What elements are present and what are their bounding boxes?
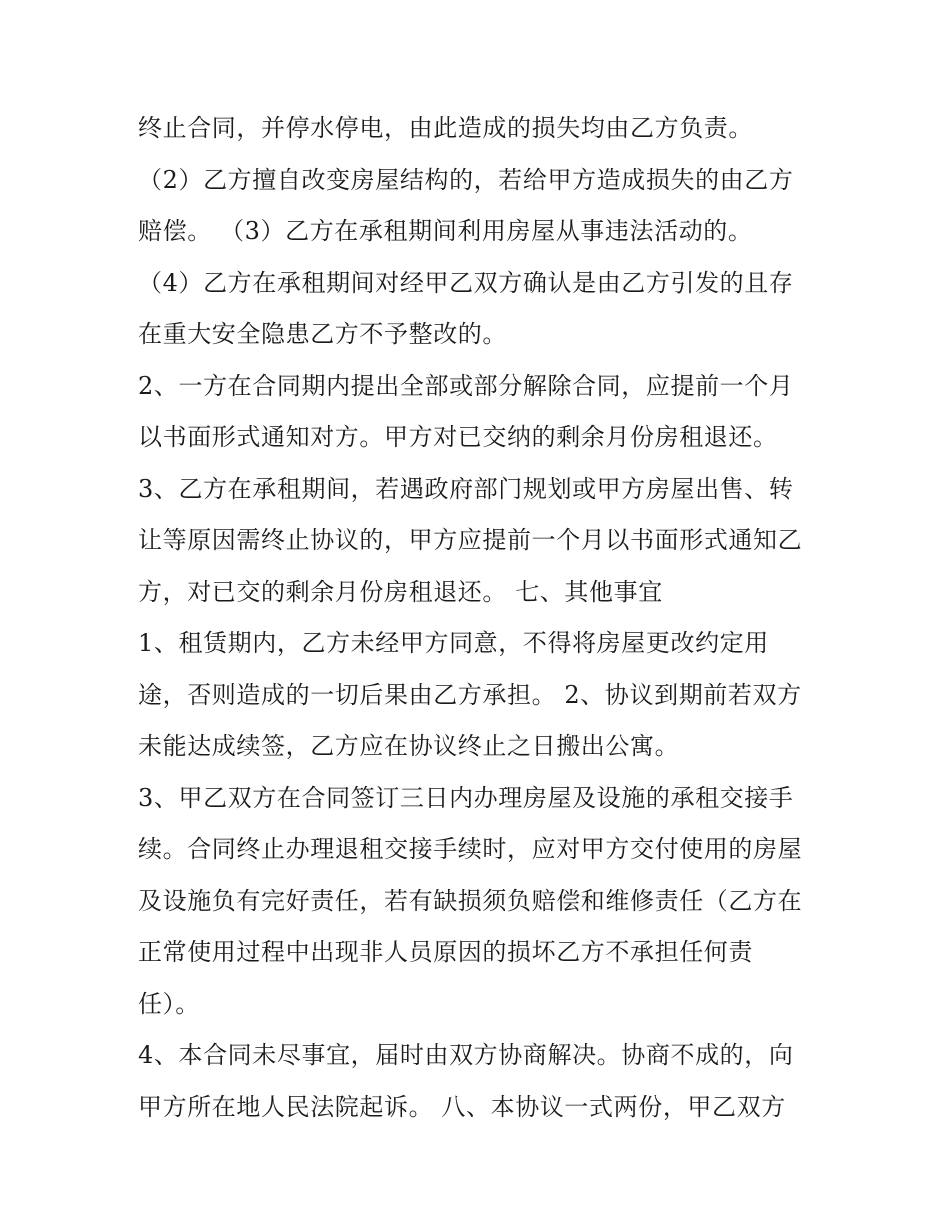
text-line: 3、乙方在承租期间，若遇政府部门规划或甲方房屋出售、转	[138, 474, 794, 503]
text-line: 正常使用过程中出现非人员原因的损坏乙方不承担任何责	[138, 938, 753, 966]
text-line: 赔偿。 （3）乙方在承租期间利用房屋从事违法活动的。	[138, 217, 753, 245]
text-line: （2）乙方擅自改变房屋结构的，若给甲方造成损失的由乙方	[138, 165, 794, 194]
text-line: 甲方所在地人民法院起诉。 八、本协议一式两份，甲乙双方	[138, 1092, 786, 1121]
text-line: 及设施负有完好责任，若有缺损须负赔偿和维修责任（乙方在	[138, 886, 803, 915]
text-line: 3、甲乙双方在合同签订三日内办理房屋及设施的承租交接手	[138, 783, 794, 812]
text-line: 让等原因需终止协议的，甲方应提前一个月以书面形式通知乙	[138, 526, 803, 554]
text-line: 在重大安全隐患乙方不予整改的。	[138, 320, 507, 348]
text-line: 以书面形式通知对方。甲方对已交纳的剩余月份房租退还。	[138, 423, 778, 451]
text-line: 2、一方在合同期内提出全部或部分解除合同，应提前一个月	[138, 371, 794, 400]
text-line: 终止合同，并停水停电，由此造成的损失均由乙方负责。	[138, 114, 753, 142]
text-line: 未能达成续签，乙方应在协议终止之日搬出公寓。	[138, 732, 680, 760]
text-line: 1、租赁期内，乙方未经甲方同意，不得将房屋更改约定用	[138, 629, 769, 657]
text-line: 任）。	[138, 989, 200, 1018]
text-line: 方，对已交的剩余月份房租退还。 七、其他事宜	[138, 577, 663, 606]
text-line: 途，否则造成的一切后果由乙方承担。 2、协议到期前若双方	[138, 680, 802, 709]
document-body	[138, 108, 828, 1138]
text-line: 4、本合同未尽事宜，届时由双方协商解决。协商不成的，向	[138, 1041, 794, 1069]
text-line: （4）乙方在承租期间对经甲乙双方确认是由乙方引发的且存	[138, 268, 794, 297]
text-line: 续。合同终止办理退租交接手续时，应对甲方交付使用的房屋	[138, 835, 803, 863]
